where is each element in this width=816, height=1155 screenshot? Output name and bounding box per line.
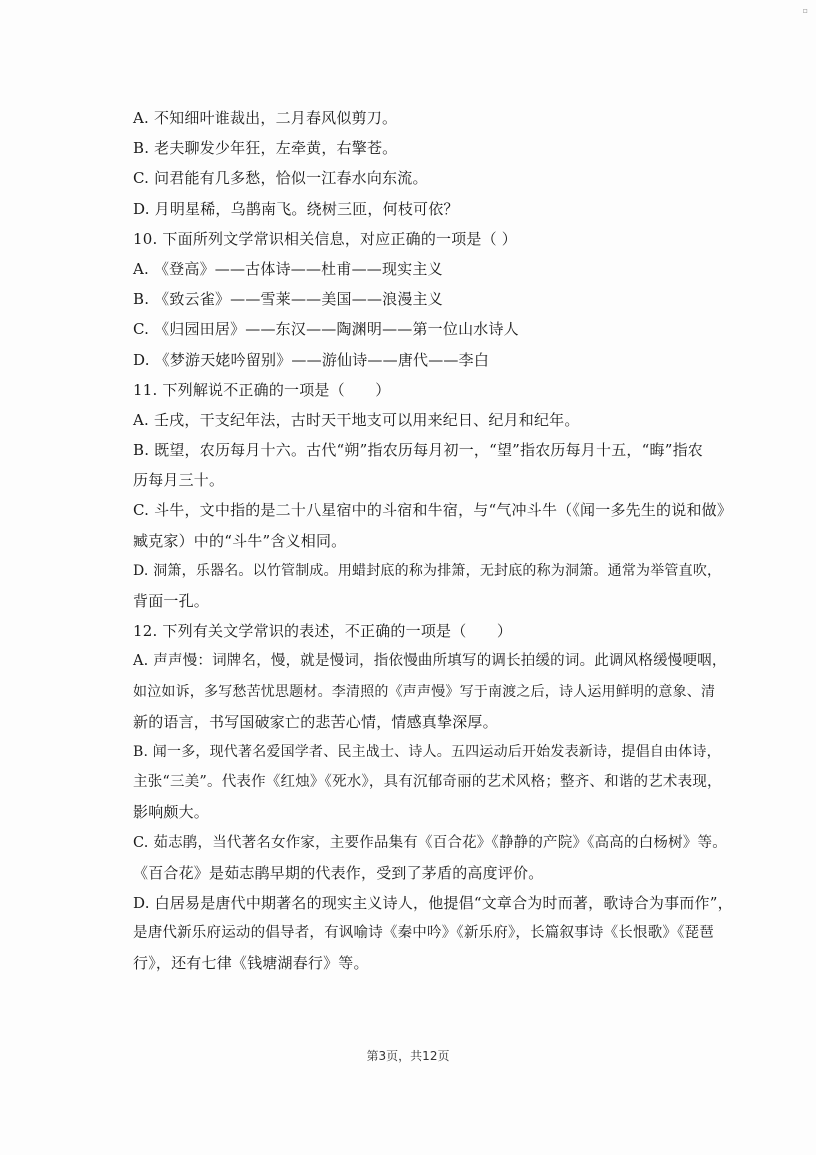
text-line: 新的语言，书写国破家亡的悲苦心情，情感真挚深厚。 [133, 712, 498, 731]
text-line: 影响颇大。 [133, 803, 210, 822]
text-line: 臧克家）中的“斗牛”含义相同。 [133, 531, 347, 550]
text-line: 如泣如诉，多写愁苦忧思题材。李清照的《声声慢》写于南渡之后，诗人运用鲜明的意象、清 [133, 683, 716, 700]
text-line: C. 茹志鹃，当代著名女作家，主要作品集有《百合花》《静静的产院》《高高的白杨树》等。 [133, 834, 727, 851]
text-line: B. 《致云雀》——雪莱——美国——浪漫主义 [133, 290, 443, 309]
text-line: 行》，还有七律《钱塘湖春行》等。 [133, 954, 369, 973]
text-line: 历每月三十。 [133, 471, 225, 490]
text-line: C. 问君能有几多愁，恰似一江春水向东流。 [133, 169, 428, 188]
text-line: C. 斗牛，文中指的是二十八星宿中的斗宿和牛宿，与“气冲斗牛（《闻一多先生的说和做》 [133, 501, 733, 520]
text-line: D. 洞箫，乐器名。以竹管制成。用蜡封底的称为排箫，无封底的称为洞箫。通常为举管直吹， [133, 562, 722, 579]
text-line: 10. 下面所列文学常识相关信息，对应正确的一项是（ ） [133, 229, 517, 248]
text-line: 是唐代新乐府运动的倡导者，有讽喻诗《秦中吟》《新乐府》，长篇叙事诗《长恨歌》《琵琶 [133, 925, 714, 942]
text-line: 11. 下列解说不正确的一项是（ ） [133, 380, 391, 399]
text-line: D. 《梦游天姥吟留别》——游仙诗——唐代——李白 [133, 350, 490, 369]
text-line: 主张“三美”。代表作《红烛》《死水》，具有沉郁奇丽的艺术风格；整齐、和谐的艺术表现， [133, 774, 722, 791]
scan-mark: ▫ [802, 6, 808, 15]
text-line: A. 《登高》——古体诗——杜甫——现实主义 [133, 259, 443, 278]
text-line: 《百合花》是茹志鹃早期的代表作，受到了茅盾的高度评价。 [133, 863, 544, 882]
text-line: D. 白居易是唐代中期著名的现实主义诗人，他提倡“文章合为时而著，歌诗合为事而作”， [133, 893, 733, 912]
text-line: B. 既望，农历每月十六。古代“朔”指农历每月初一，“望”指农历每月十五，“晦”指农 [133, 441, 703, 460]
page-footer: 第3页，共12页 [366, 1049, 450, 1063]
text-line: A. 声声慢：词牌名，慢，就是慢词，指依慢曲所填写的调长拍缓的词。此调风格缓慢哽咽， [133, 653, 727, 670]
page-content [133, 103, 733, 978]
text-line: B. 老夫聊发少年狂，左牵黄，右擎苍。 [133, 139, 398, 158]
text-line: 背面一孔。 [133, 592, 210, 610]
text-line: A. 不知细叶谁裁出，二月春风似剪刀。 [133, 109, 398, 127]
text-line: 12. 下列有关文学常识的表述，不正确的一项是（ ） [133, 622, 513, 641]
text-line: B. 闻一多，现代著名爱国学者、民主战士、诗人。五四运动后开始发表新诗，提倡自由体诗， [133, 743, 721, 760]
text-line: C. 《归园田居》——东汉——陶渊明——第一位山水诗人 [133, 320, 519, 339]
text-line: A. 壬戌，干支纪年法，古时天干地支可以用来纪日、纪月和纪年。 [133, 410, 580, 429]
text-line: D. 月明星稀，乌鹊南飞。绕树三匝，何枝可依？ [133, 199, 459, 218]
